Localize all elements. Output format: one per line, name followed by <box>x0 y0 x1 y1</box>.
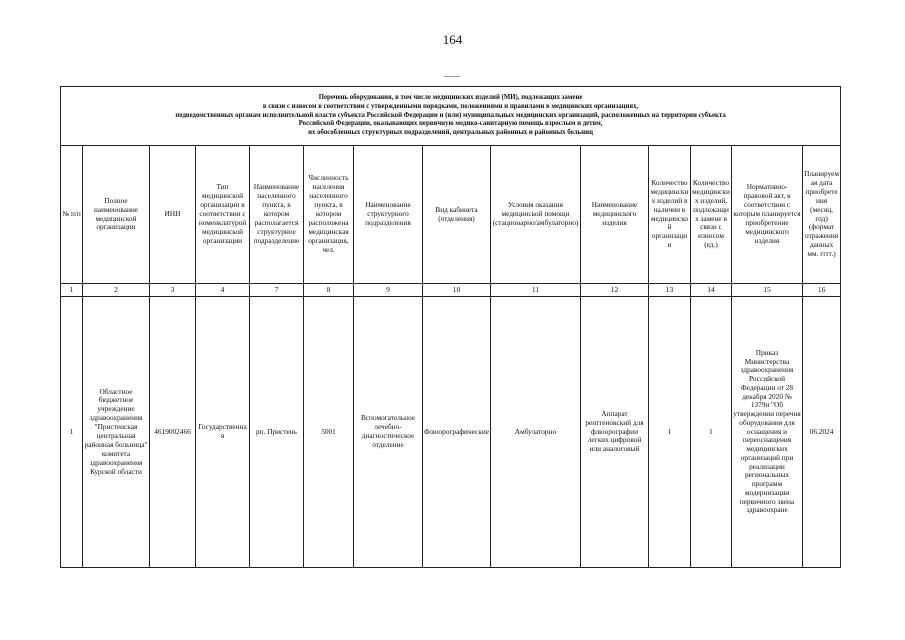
column-number: 12 <box>581 284 649 297</box>
header-row <box>61 146 841 284</box>
column-number: 16 <box>803 284 841 297</box>
column-number: 14 <box>691 284 732 297</box>
column-number: 15 <box>732 284 803 297</box>
header-cell: № п/п <box>61 146 83 284</box>
page-number: 164 <box>442 32 463 47</box>
header-cell: Количество медицинских изделий в наличии в медицинской организации <box>649 146 691 284</box>
planned-date: 06.2024 <box>803 297 841 568</box>
header-cell: Количество медицинских изделий, подлежащих замене в связи с износом (ед.) <box>691 146 732 284</box>
cabinet-type: Флюорографические <box>423 297 491 568</box>
column-number: 8 <box>304 284 354 297</box>
organization-name: Областное бюджетное учреждение здравоохранения "Пристенская центральная районная больница" комитета здравоохранения Курской области <box>83 297 150 568</box>
header-cell: Полное наименование медицинской организации <box>83 146 150 284</box>
device-name: Аппарат рентгеновский для флюорографии легких цифровой или аналоговый <box>581 297 649 568</box>
table-title <box>61 87 841 146</box>
header-cell: ИНН <box>150 146 196 284</box>
column-number-row <box>61 284 841 297</box>
row-number: 1 <box>61 297 83 568</box>
column-number: 10 <box>423 284 491 297</box>
header-cell: Вид кабинета (отделения) <box>423 146 491 284</box>
column-number: 7 <box>250 284 304 297</box>
title-line-2: в связи с износом в соответствии с утвержденными порядками, положениями и правилами в медицинских организациях, <box>262 102 639 110</box>
title-line-4: Российской Федерации, оказывающих первичную медико-санитарную помощь взрослым и детям, <box>298 120 603 128</box>
header-cell: Планируемая дата приобретения (месяц, год) (формат отражения данных мм. гггг.) <box>803 146 841 284</box>
title-line-3: подведомственных органам исполнительной власти субъекта Российской Федерации и (или) муниципальных медицинских организаций, расположенных на территории субъекта <box>175 111 726 119</box>
column-number: 1 <box>61 284 83 297</box>
column-number: 13 <box>649 284 691 297</box>
equipment-table <box>60 86 841 568</box>
column-number: 9 <box>354 284 423 297</box>
column-number: 4 <box>196 284 250 297</box>
inn-value: 4619002466 <box>150 297 196 568</box>
care-conditions: Амбулаторно <box>491 297 581 568</box>
header-cell: Наименование медицинского изделия <box>581 146 649 284</box>
devices-to-replace: 1 <box>691 297 732 568</box>
legal-act: Приказ Министерства здравоохранения Российской Федерации от 28 декабря 2020 № 1379н "Об утверждении перечня оборудования для оснащения и переоснащения медицинских организаций при реализации региональных программ модернизации первичного звена здравоохране <box>732 297 803 568</box>
table-row <box>61 297 841 568</box>
title-line-5: их обособленных структурных подразделений, центральных районных и районных больниц <box>308 129 593 137</box>
header-cell: Условия оказания медицинской помощи (стационарно/амбулаторно) <box>491 146 581 284</box>
column-number: 11 <box>491 284 581 297</box>
population-value: 5001 <box>304 297 354 568</box>
devices-in-stock: 1 <box>649 297 691 568</box>
organization-type: Государственная <box>196 297 250 568</box>
top-mark-line <box>444 76 460 77</box>
header-cell: Численность населения населенного пункта, в котором расположена медицинская организация, чел. <box>304 146 354 284</box>
column-number: 3 <box>150 284 196 297</box>
structural-unit: Вспомогательное лечебно-диагностическое отделение <box>354 297 423 568</box>
header-cell: Тип медицинской организации в соответствии с номенклатурой медицинской организации <box>196 146 250 284</box>
title-line-1: Перечень оборудования, в том числе медицинских изделий (МИ), подлежащих замене <box>318 93 583 101</box>
column-number: 2 <box>83 284 150 297</box>
header-cell: Нормативно-правовой акт, в соответствии с которым планируется приобретение медицинского изделия <box>732 146 803 284</box>
header-cell: Наименование структурного подразделения <box>354 146 423 284</box>
locality-name: рп. Пристень <box>250 297 304 568</box>
header-cell: Наименование населенного пункта, в котором располагается структурное подразделение <box>250 146 304 284</box>
